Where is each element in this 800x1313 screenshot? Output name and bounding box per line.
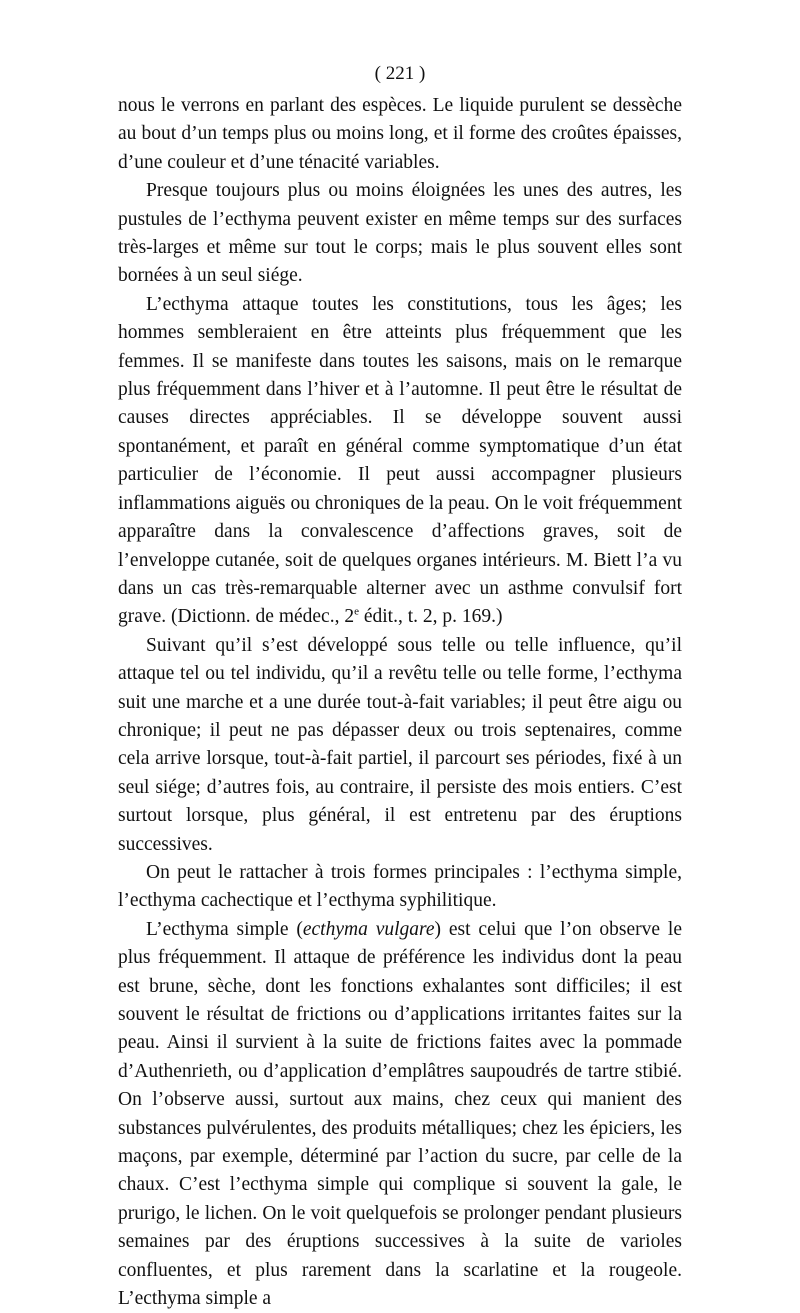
paragraph-3 [118, 291, 682, 632]
paragraph-1: nous le verrons en parlant des espèces. Le liquide purulent se dessèche au bout d’un temps plus ou moins long, et il forme des croûtes épaisses, d’une couleur et d’une ténacité variables. [118, 95, 682, 173]
paragraph-6-italic-term: ecthyma vulgare [302, 918, 435, 940]
paragraph-6-after: ) est celui que l’on observe le plus fréquemment. Il attaque de préférence les individus dont la peau est brune, sèche, dont les fonctions exhalantes sont difficiles; il est souvent le résultat de frictions ou d’applications irritantes faites sur la peau. Ainsi il survient à la suite de frictions faites avec la pommade d’Authenrieth, ou d’application d’emplâtres saupoudrés de tartre stibié. On l’observe aussi, surtout aux mains, chez ceux qui manient des substances pulvérulentes, des produits métalliques; chez les épiciers, les maçons, par exemple, déterminé par l’action du sucre, par celle de la chaux. C’est l’ecthyma simple qui complique si souvent la gale, le prurigo, le lichen. On le voit quelquefois se prolonger pendant plusieurs semaines par des éruptions successives à la suite de varioles confluentes, et plus rarement dans la scarlatine et la rougeole. L’ecthyma simple a [118, 918, 683, 1310]
paragraph-6-before: L’ecthyma simple ( [146, 918, 303, 940]
superscript-e: e [354, 605, 359, 618]
paragraph-3-text: L’ecthyma attaque toutes les constitutions, tous les âges; les hommes sembleraient en être atteints plus fréquemment que les femmes. Il se manifeste dans toutes les saisons, mais on le remarque plus fréquemment dans l’hiver et à l’automne. Il peut être le résultat de causes directes appréciables. Il se développe souvent aussi spontanément, et paraît en général comme symptomatique d’un état particulier de l’économie. Il peut aussi accompagner plusieurs inflammations aiguës ou chroniques de la peau. On le voit fréquemment apparaître dans la convalescence d’affections graves, soit de l’enveloppe cutanée, soit de quelques organes intérieurs. M. Biett l’a vu dans un cas très-remarquable alterner avec un asthme convulsif fort grave. (Dictionn. de médec., 2 [118, 293, 682, 628]
paragraph-4: Suivant qu’il s’est développé sous telle ou telle influence, qu’il attaque tel ou tel individu, qu’il a revêtu telle ou telle forme, l’ecthyma suit une marche et a une durée tout-à-fait variables; il peut être aigu ou chronique; il peut ne pas dépasser deux ou trois septenaires, comme cela arrive lorsque, tout-à-fait partiel, il parcourt ses périodes, fixé à un seul siége; d’autres fois, au contraire, il persiste des mois entiers. C’est surtout lorsque, plus général, il est entretenu par des éruptions successives. [118, 634, 682, 855]
book-page [118, 60, 682, 1313]
paragraph-6 [118, 916, 682, 1313]
paragraph-3-tail: édit., t. 2, p. 169.) [358, 606, 503, 628]
paragraph-2: Presque toujours plus ou moins éloignées les unes des autres, les pustules de l’ecthyma peuvent exister en même temps sur des surfaces très-larges et même sur tout le corps; mais le plus souvent elles sont bornées à un seul siége. [118, 180, 682, 287]
page-number: ( 221 ) [374, 63, 426, 84]
paragraph-5: On peut le rattacher à trois formes principales : l’ecthyma simple, l’ecthyma cachectique et l’ecthyma syphilitique. [118, 861, 682, 912]
